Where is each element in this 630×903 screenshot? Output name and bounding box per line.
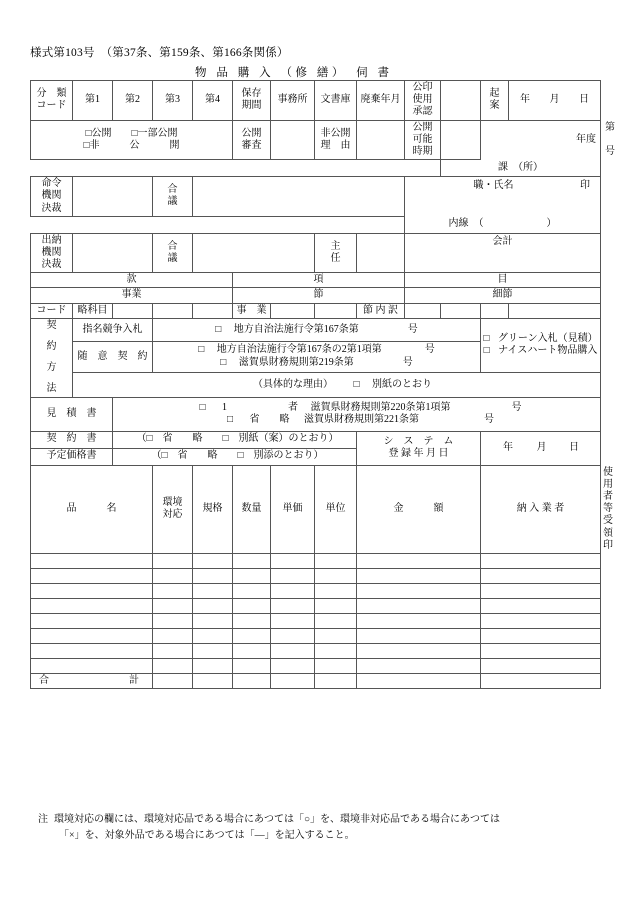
- code-label: コード: [31, 303, 73, 318]
- negotiated-contract-options[interactable]: [153, 341, 481, 372]
- green-bid-checkbox[interactable]: □: [483, 333, 490, 345]
- item-supplier-cell[interactable]: [481, 658, 601, 673]
- item-supplier-cell[interactable]: [481, 553, 601, 568]
- total-spec: [193, 673, 233, 688]
- extension-number-field[interactable]: 内線 （ ）: [405, 216, 601, 233]
- contract-doc-options[interactable]: （□ 省 略 □ 別紙（案）のとおり）: [113, 431, 357, 448]
- item-amount-cell[interactable]: [357, 598, 481, 613]
- name-seal-field[interactable]: [405, 177, 601, 217]
- contract-method-bid-row: [31, 318, 601, 341]
- item-spec-cell[interactable]: [193, 658, 233, 673]
- item-amount-cell[interactable]: [357, 613, 481, 628]
- item-eco-cell[interactable]: [153, 628, 193, 643]
- class-col-4[interactable]: 第4: [193, 81, 233, 121]
- document-heading: 物 品 購 入 （修 繕） 伺 書: [195, 67, 393, 79]
- estimate-label: 見 積 書: [31, 397, 113, 431]
- item-amount-cell[interactable]: [357, 658, 481, 673]
- abbrev-account-value-3[interactable]: [193, 303, 233, 318]
- item-unit-cell[interactable]: [315, 598, 357, 613]
- item-eco-cell[interactable]: [153, 568, 193, 583]
- item-supplier-cell[interactable]: [481, 568, 601, 583]
- item-spec-cell[interactable]: [193, 598, 233, 613]
- fiscal-year-field[interactable]: 年度: [481, 120, 601, 160]
- special-purchase-options[interactable]: [481, 318, 601, 372]
- item-spec-cell[interactable]: [193, 568, 233, 583]
- green-bid-option[interactable]: □ グリーン入札（見積）: [483, 333, 598, 345]
- total-eco: [153, 673, 193, 688]
- table-row: [31, 568, 601, 583]
- item-eco-cell[interactable]: [153, 583, 193, 598]
- payment-approval-value[interactable]: [73, 233, 153, 273]
- item-qty-cell[interactable]: [233, 598, 271, 613]
- item-amount-cell[interactable]: [357, 583, 481, 598]
- system-registration-date[interactable]: 年 月 日: [481, 431, 601, 465]
- disclosure-review-label: 公開 審査: [233, 120, 271, 160]
- item-qty-cell[interactable]: [233, 613, 271, 628]
- contract-reason-checkbox[interactable]: □: [353, 378, 360, 390]
- draft-date-field[interactable]: 年 月 日: [509, 81, 601, 121]
- item-eco-cell[interactable]: [153, 658, 193, 673]
- abbrev-account-value-2[interactable]: [153, 303, 193, 318]
- item-name-cell[interactable]: [31, 613, 153, 628]
- contract-reason-label: （具体的な理由）: [252, 378, 333, 390]
- item-name-cell[interactable]: [31, 583, 153, 598]
- col-header-spec: 規格: [193, 465, 233, 553]
- item-qty-cell[interactable]: [233, 568, 271, 583]
- item-table-header: 品 名 環境 対応 規格 数量 単価 単位 金 額 納 入 業 者 使用者等 受 領 印: [31, 465, 601, 553]
- form-number: 様式第103号 （第37条、第159条、第166条関係）: [30, 47, 289, 59]
- office-label[interactable]: 事務所: [271, 81, 315, 121]
- item-unit-price-cell[interactable]: [271, 568, 315, 583]
- budget-moku-field[interactable]: 目: [405, 273, 601, 288]
- accounting-label: 会計: [492, 235, 513, 247]
- item-unit-cell[interactable]: [315, 643, 357, 658]
- item-amount-cell[interactable]: [357, 628, 481, 643]
- business-value-1[interactable]: [271, 303, 315, 318]
- designated-bid-option[interactable]: □ 地方自治法施行令第167条第 号: [153, 318, 481, 341]
- footnote-marker: 注: [38, 814, 48, 825]
- item-unit-cell[interactable]: [315, 568, 357, 583]
- col-header-name: 品 名: [31, 465, 153, 553]
- class-col-3[interactable]: 第3: [153, 81, 193, 121]
- budget-row-1: [31, 273, 601, 288]
- item-qty-cell[interactable]: [233, 658, 271, 673]
- item-supplier-cell[interactable]: [481, 613, 601, 628]
- item-name-cell[interactable]: [31, 643, 153, 658]
- designated-bid-checkbox[interactable]: □: [215, 323, 222, 335]
- item-unit-cell[interactable]: [315, 613, 357, 628]
- disclosure-line-2[interactable]: □非 公 開: [83, 139, 180, 151]
- col-header-supplier: 納 入 業 者: [481, 465, 601, 553]
- footnote-line-2: 「×」を、対象外品である場合にあつては「—」を記入すること。: [59, 829, 355, 841]
- negotiated-contract-label: 随 意 契 約: [73, 341, 153, 372]
- nondisclosure-reason-label: 非公開 理 由: [315, 120, 357, 160]
- item-name-cell[interactable]: [31, 553, 153, 568]
- disclosure-timing-label: 公開 可能 時期: [405, 120, 441, 160]
- designated-bid-label: 指名競争入札: [73, 318, 153, 341]
- breakdown-value-3[interactable]: [481, 303, 509, 318]
- item-eco-cell[interactable]: [153, 553, 193, 568]
- disclosure-line-1[interactable]: □公開 □一部公開: [85, 127, 178, 139]
- col-header-qty: 数量: [233, 465, 271, 553]
- draft-label: 起 案: [481, 81, 509, 121]
- estimate-option-2[interactable]: □ 省 略 滋賀県財務規則第221条第 号: [226, 414, 495, 426]
- item-amount-cell[interactable]: [357, 553, 481, 568]
- item-unit-price-cell[interactable]: [271, 598, 315, 613]
- official-seal-approval-value[interactable]: [441, 81, 481, 121]
- total-label: 合 計: [31, 673, 153, 688]
- item-amount-cell[interactable]: [357, 643, 481, 658]
- class-col-1[interactable]: 第1: [73, 81, 113, 121]
- official-seal-approval-label: 公印 使用 承認: [405, 81, 441, 121]
- breakdown-value-2[interactable]: [441, 303, 481, 318]
- item-supplier-cell[interactable]: [481, 643, 601, 658]
- contract-method-label: 契 約 方 法: [31, 318, 73, 397]
- chief-label: 主 任: [315, 233, 357, 273]
- item-supplier-cell[interactable]: [481, 598, 601, 613]
- section-name-row: [31, 160, 601, 177]
- purchase-request-form: [30, 80, 615, 689]
- item-unit-cell[interactable]: [315, 583, 357, 598]
- table-row: [31, 658, 601, 673]
- name-title-label: 職・氏名: [473, 180, 514, 192]
- nice-heart-option[interactable]: □ ナイスハート物品購入: [483, 345, 598, 357]
- item-spec-cell[interactable]: [193, 553, 233, 568]
- estimate-checkbox-2[interactable]: □: [226, 414, 234, 426]
- contract-reason-field[interactable]: （具体的な理由） □ 別紙のとおり: [73, 372, 601, 397]
- payment-approval-label: 出納 機関 決裁: [31, 233, 73, 273]
- total-unit[interactable]: [315, 673, 357, 688]
- item-unit-price-cell[interactable]: [271, 553, 315, 568]
- disclosure-timing-value[interactable]: [441, 120, 481, 160]
- item-qty-cell[interactable]: [233, 643, 271, 658]
- order-conference-label: 合 議: [153, 177, 193, 217]
- nice-heart-checkbox[interactable]: □: [483, 345, 490, 357]
- seal-label: 印: [580, 180, 590, 192]
- footnote-line-1: 環境対応の欄には、環境対応品である場合にあつては「○」を、環境非対応品である場合にあつては: [54, 814, 501, 825]
- estimate-options[interactable]: [113, 397, 601, 431]
- breakdown-value-1[interactable]: [405, 303, 441, 318]
- negotiated-checkbox-2[interactable]: □: [220, 356, 227, 368]
- negotiated-checkbox-1[interactable]: □: [198, 344, 205, 356]
- item-spec-cell[interactable]: [193, 613, 233, 628]
- order-approval-value[interactable]: [73, 177, 153, 217]
- price-doc-label: 予定価格書: [31, 448, 113, 465]
- breakdown-value-4[interactable]: [509, 303, 601, 318]
- item-amount-cell[interactable]: [357, 568, 481, 583]
- disposal-date-label[interactable]: 廃棄年月: [357, 81, 405, 121]
- estimate-option-1[interactable]: □ 1 者 滋賀県財務規則第220条第1項第 号: [199, 401, 522, 413]
- negotiated-option-1[interactable]: □ 地方自治法施行令第167条の2第1項第 号: [198, 344, 435, 356]
- item-unit-cell[interactable]: [315, 658, 357, 673]
- col-header-unit-price: 単価: [271, 465, 315, 553]
- item-name-cell[interactable]: [31, 628, 153, 643]
- budget-jigyo-field[interactable]: 事業: [31, 288, 233, 303]
- payment-conference-value[interactable]: [193, 233, 315, 273]
- order-conference-value[interactable]: [193, 177, 405, 217]
- budget-ko-field[interactable]: 項: [233, 273, 405, 288]
- payment-approval-row: [31, 233, 601, 273]
- table-row: [31, 553, 601, 568]
- total-unit-price[interactable]: [271, 673, 315, 688]
- item-spec-cell[interactable]: [193, 583, 233, 598]
- business-value-2[interactable]: [315, 303, 357, 318]
- item-eco-cell[interactable]: [153, 613, 193, 628]
- item-unit-price-cell[interactable]: [271, 643, 315, 658]
- classification-code-label: 分 類 コード: [31, 81, 73, 121]
- item-unit-price-cell[interactable]: [271, 658, 315, 673]
- class-col-2[interactable]: 第2: [113, 81, 153, 121]
- item-qty-cell[interactable]: [233, 628, 271, 643]
- item-unit-price-cell[interactable]: [271, 583, 315, 598]
- total-amount[interactable]: [357, 673, 481, 688]
- budget-saisetsu-field[interactable]: 細節: [405, 288, 601, 303]
- item-qty-cell[interactable]: [233, 583, 271, 598]
- price-doc-options[interactable]: （□ 省 略 □ 別添のとおり）: [113, 448, 357, 465]
- disclosure-checkboxes[interactable]: [31, 120, 233, 160]
- table-row: [31, 628, 601, 643]
- budget-setsu-field[interactable]: 節: [233, 288, 405, 303]
- table-row: [31, 598, 601, 613]
- business-label: 事 業: [233, 303, 271, 318]
- accounting-field[interactable]: [405, 233, 601, 273]
- item-name-cell[interactable]: [31, 598, 153, 613]
- total-supplier[interactable]: [481, 673, 601, 688]
- table-row: [31, 643, 601, 658]
- item-unit-cell[interactable]: [315, 553, 357, 568]
- section-office-field[interactable]: 課 （所）: [441, 160, 601, 177]
- retention-period-label: 保存 期間: [233, 81, 271, 121]
- item-unit-price-cell[interactable]: [271, 613, 315, 628]
- item-name-cell[interactable]: [31, 658, 153, 673]
- item-eco-cell[interactable]: [153, 643, 193, 658]
- contract-doc-label: 契 約 書: [31, 431, 113, 448]
- item-supplier-cell[interactable]: [481, 583, 601, 598]
- system-registration-label: シ ス テ ム 登 録 年 月 日: [357, 431, 481, 465]
- code-row: [31, 303, 601, 318]
- item-spec-cell[interactable]: [193, 628, 233, 643]
- order-approval-row: [31, 177, 601, 217]
- estimate-checkbox-1[interactable]: □: [199, 401, 206, 413]
- order-approval-label: 命令 機関 決裁: [31, 177, 73, 217]
- disclosure-review-value[interactable]: [271, 120, 315, 160]
- col-header-eco: 環境 対応: [153, 465, 193, 553]
- breakdown-label: 節 内 訳: [357, 303, 405, 318]
- total-qty[interactable]: [233, 673, 271, 688]
- item-unit-price-cell[interactable]: [271, 628, 315, 643]
- contract-reason-row: [31, 372, 601, 397]
- contract-document-row: [31, 431, 601, 448]
- disclosure-row: □公開 □一部公開 □非 公 開 公開 審査 非公開 理 由 公開 可能 時期 年度 第 号: [31, 120, 601, 160]
- item-eco-cell[interactable]: [153, 598, 193, 613]
- classification-row: [31, 81, 601, 121]
- chief-value[interactable]: [357, 233, 405, 273]
- estimate-row: [31, 397, 601, 431]
- negotiated-option-2[interactable]: □ 滋賀県財務規則第219条第 号: [220, 356, 413, 368]
- table-row: [31, 613, 601, 628]
- abbrev-account-value-1[interactable]: [113, 303, 153, 318]
- archive-label[interactable]: 文書庫: [315, 81, 357, 121]
- item-unit-cell[interactable]: [315, 628, 357, 643]
- item-spec-cell[interactable]: [193, 643, 233, 658]
- budget-row-2: [31, 288, 601, 303]
- extension-row: [31, 216, 601, 233]
- item-qty-cell[interactable]: [233, 553, 271, 568]
- footnote: [38, 812, 604, 843]
- col-header-amount: 金 額: [357, 465, 481, 553]
- total-row: [31, 673, 601, 688]
- budget-kan-field[interactable]: 款: [31, 273, 233, 288]
- payment-conference-label: 合 議: [153, 233, 193, 273]
- nondisclosure-reason-value[interactable]: [357, 120, 405, 160]
- col-header-unit: 単位: [315, 465, 357, 553]
- table-row: [31, 583, 601, 598]
- abbrev-account-label: 略科目: [73, 303, 113, 318]
- item-supplier-cell[interactable]: [481, 628, 601, 643]
- item-name-cell[interactable]: [31, 568, 153, 583]
